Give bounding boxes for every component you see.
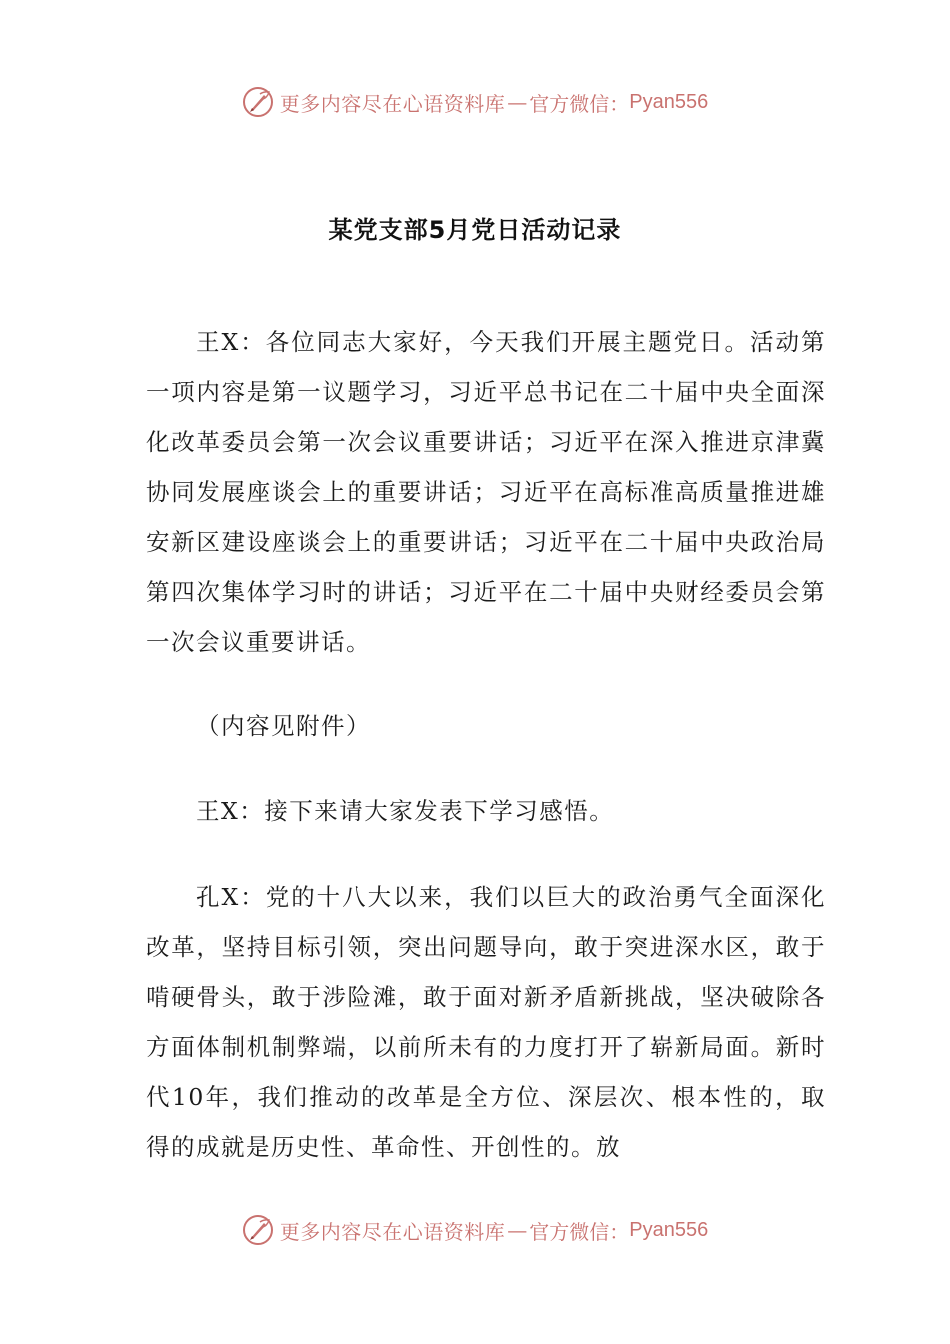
header-banner — [0, 82, 950, 122]
paragraph-kong-reflection: 孔X：党的十八大以来，我们以巨大的政治勇气全面深化改革，坚持目标引领，突出问题导向，敢于突进深水区，敢于啃硬骨头，敢于涉险滩，敢于面对新矛盾新挑战，坚决破除各方面体制机制弊端，以前所未有的力度打开了崭新局面。新时代10年，我们推动的改革是全方位、深层次、根本性的，取得的成就是历史性、革命性、开创性的。放 — [146, 882, 826, 1161]
banner-dash: — — [507, 1218, 528, 1242]
paragraph-opening: 王X：各位同志大家好，今天我们开展主题党日。活动第一项内容是第一议题学习，习近平总书记在二十届中央全面深化改革委员会第一次会议重要讲话；习近平在深入推进京津冀协同发展座谈会上的重要讲话；习近平在高标准高质量推进雄安新区建设座谈会上的重要讲话；习近平在二十届中央政治局第四次集体学习时的讲话；习近平在二十届中央财经委员会第一次会议重要讲话。 — [146, 327, 826, 656]
quill-pen-logo-icon — [242, 86, 274, 118]
banner-site-text: 更多内容尽在心语资料库 — [279, 91, 506, 116]
banner-site-text: 更多内容尽在心语资料库 — [279, 1219, 506, 1244]
banner-dash: — — [507, 90, 528, 114]
footer-banner — [0, 1210, 950, 1250]
paragraph-invite-sharing: 王X：接下来请大家发表下学习感悟。 — [196, 796, 615, 825]
banner-wechat-id: Pyan556 — [629, 1218, 709, 1241]
quill-pen-logo-icon — [242, 1214, 274, 1246]
banner-wechat-id: Pyan556 — [629, 90, 709, 113]
document-title: 某党支部5月党日活动记录 — [328, 216, 622, 244]
paragraph-attachment-note: （内容见附件） — [196, 711, 371, 740]
banner-wechat-label: 官方微信： — [529, 1219, 630, 1244]
banner-wechat-label: 官方微信： — [529, 91, 630, 116]
